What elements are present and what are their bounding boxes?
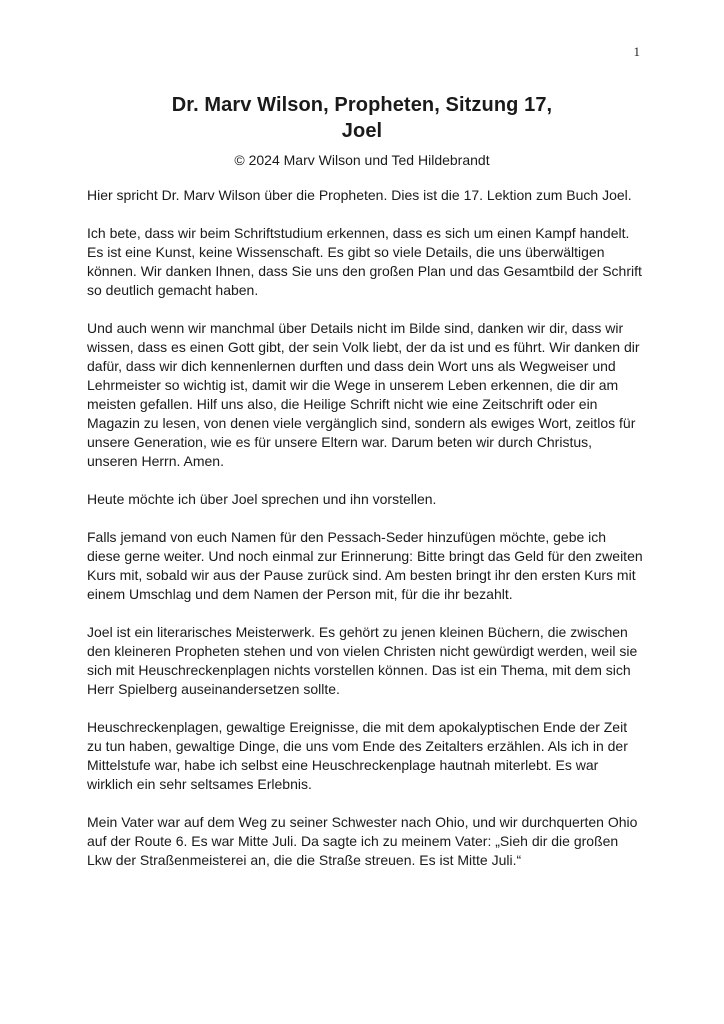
- page-number: 1: [633, 44, 640, 59]
- paragraph-2: Ich bete, dass wir beim Schriftstudium erkennen, dass es sich um einen Kampf handelt. Es ist eine Kunst, keine Wissenschaft. Es gibt so viele Details, die uns überwältigen können. Wir danken Ihnen, dass Sie uns den großen Plan und das Gesamtbild der Schrift so deutlich gemacht haben.: [87, 225, 642, 298]
- paragraph-7: Heuschreckenplagen, gewaltige Ereignisse, die mit dem apokalyptischen Ende der Zeit zu tun haben, gewaltige Dinge, die uns vom Ende des Zeitalters erzählen. Als ich in der Mittelstufe war, habe ich selbst eine Heuschreckenplage hautnah miterlebt. Es war wirklich ein sehr seltsames Erlebnis.: [87, 719, 628, 792]
- paragraph-5: Falls jemand von euch Namen für den Pessach-Seder hinzufügen möchte, gebe ich diese gerne weiter. Und noch einmal zur Erinnerung: Bitte bringt das Geld für den zweiten Kurs mit, sobald wir aus der Pause zurück sind. Am besten bringt ihr den ersten Kurs mit einem Umschlag und dem Namen der Person mit, für die ihr bezahlt.: [87, 529, 643, 602]
- document-title-line-1: Dr. Marv Wilson, Propheten, Sitzung 17,: [171, 94, 553, 116]
- paragraph-1: Hier spricht Dr. Marv Wilson über die Propheten. Dies ist die 17. Lektion zum Buch Joel.: [87, 187, 632, 203]
- paragraph-8: Mein Vater war auf dem Weg zu seiner Schwester nach Ohio, und wir durchquerten Ohio auf der Route 6. Es war Mitte Juli. Da sagte ich zu meinem Vater: „Sieh dir die großen Lkw der Straßenmeisterei an, die die Straße streuen. Es ist Mitte Juli.“: [87, 814, 638, 868]
- document-title-line-2: Joel: [341, 120, 383, 142]
- paragraph-6: Joel ist ein literarisches Meisterwerk. Es gehört zu jenen kleinen Büchern, die zwischen den kleineren Propheten stehen und von vielen Christen nicht gewürdigt werden, weil sie sich mit Heuschreckenplagen nichts vorstellen können. Das ist ein Thema, mit dem sich Herr Spielberg auseinandersetzen sollte.: [87, 624, 638, 697]
- copyright-line: © 2024 Marv Wilson und Ted Hildebrandt: [234, 152, 490, 168]
- title-block: [0, 92, 724, 170]
- paragraph-4: Heute möchte ich über Joel sprechen und ihn vorstellen.: [87, 491, 437, 507]
- document-body: [87, 186, 643, 889]
- paragraph-3: Und auch wenn wir manchmal über Details nicht im Bilde sind, danken wir dir, dass wir wissen, dass es einen Gott gibt, der sein Volk liebt, der da ist und es führt. Wir danken dir dafür, dass wir dich kennenlernen durften und dass dein Wort uns als Wegweiser und Lehrmeister so wichtig ist, damit wir die Wege in unserem Leben erkennen, die dir am meisten gefallen. Hilf uns also, die Heilige Schrift nicht wie eine Zeitschrift oder ein Magazin zu lesen, von denen viele vergänglich sind, sondern als ewiges Wort, zeitlos für unsere Generation, wie es für unsere Eltern war. Darum beten wir durch Christus, unseren Herrn. Amen.: [87, 320, 640, 469]
